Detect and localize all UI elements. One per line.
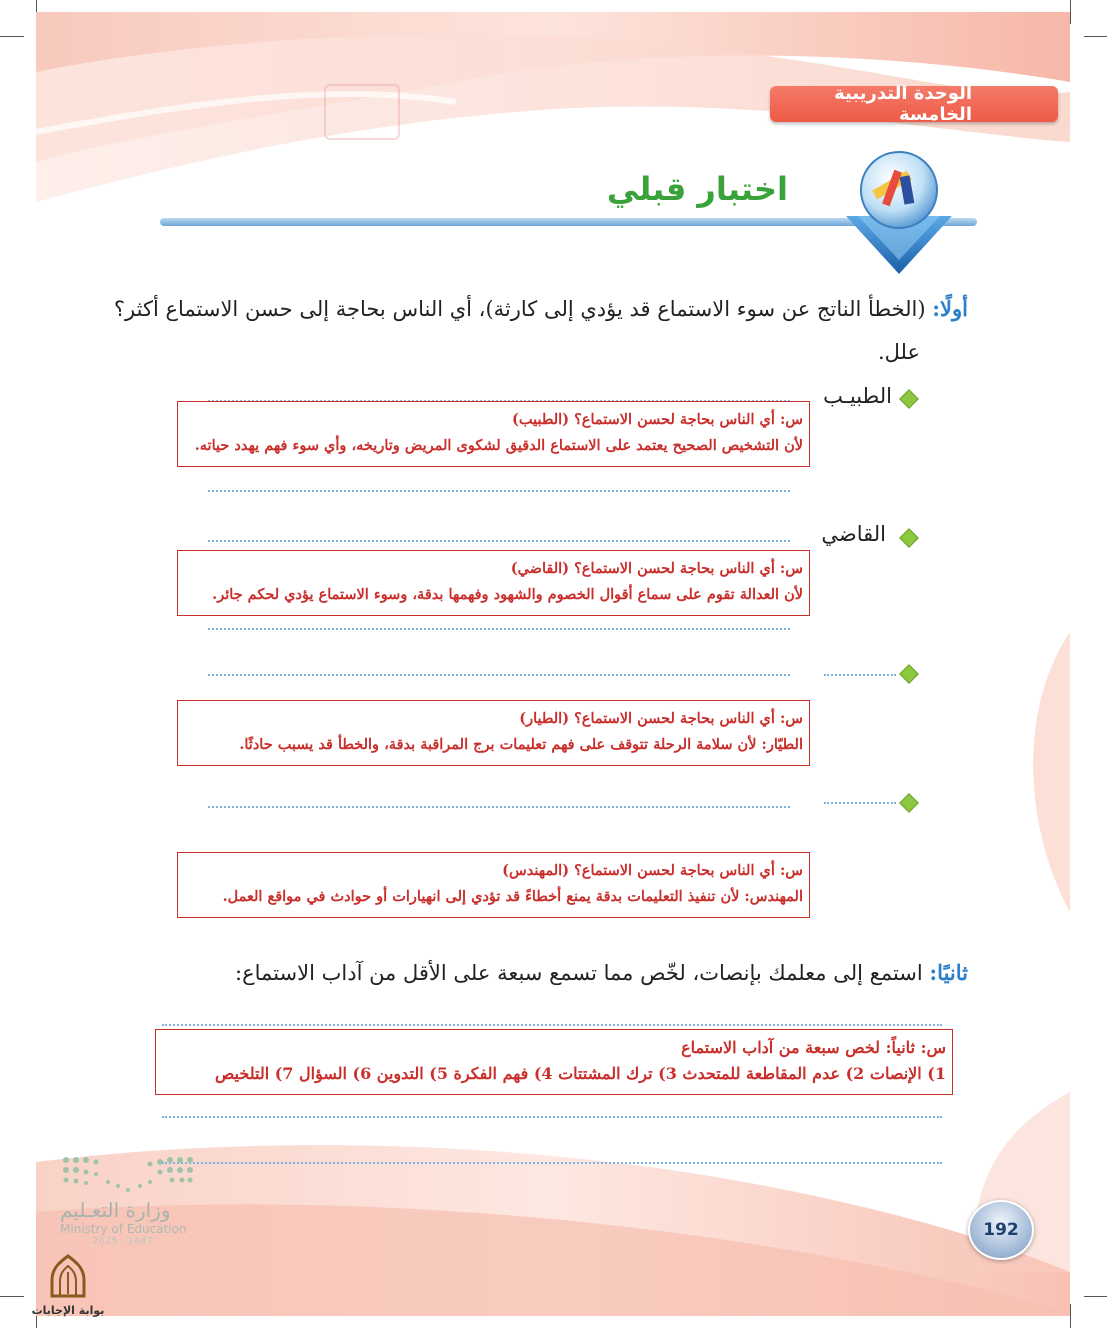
crop-mark	[1084, 36, 1107, 37]
answer-question: س: أي الناس بحاجة لحسن الاستماع؟ (الطيار)	[519, 710, 803, 727]
answer-box-judge	[177, 550, 810, 616]
ministry-name-ar: وزارة التعـليم	[60, 1198, 171, 1222]
item-label-doctor: الطبيـب	[823, 384, 892, 408]
ministry-logo	[60, 1152, 200, 1247]
crop-mark	[1084, 1296, 1107, 1297]
answer-line	[208, 674, 790, 676]
crop-mark	[1070, 0, 1071, 24]
answer-box-pilot	[177, 700, 810, 766]
answer-box-engineer	[177, 852, 810, 918]
question-1-text: (الخطأ الناتج عن سوء الاستماع قد يؤدي إلى كارثة)، أي الناس بحاجة إلى حسن الاستماع أكثر؟	[113, 297, 926, 321]
crop-mark	[1070, 1304, 1071, 1328]
item-label-judge: القاضي	[821, 522, 886, 546]
item-label-blank	[824, 674, 896, 676]
answer-question: س: أي الناس بحاجة لحسن الاستماع؟ (المهندس)	[502, 862, 803, 879]
item-label-blank	[824, 802, 896, 804]
answer-text: الطيّار: لأن سلامة الرحلة تتوقف على فهم تعليمات برج المراقبة بدقة، والخطأ قد يسبب حادثًا.	[239, 736, 803, 753]
answer-text: لأن التشخيص الصحيح يعتمد على الاستماع الدقيق لشكوى المريض وتاريخه، وأي سوء فهم يهدد حياته.	[194, 437, 803, 454]
answers-portal-logo	[30, 1254, 106, 1317]
answer-line	[208, 806, 790, 808]
page-number: 192	[983, 1220, 1019, 1240]
answer-box-listening-etiquette	[155, 1029, 953, 1095]
pencil-ruler-icon	[844, 150, 954, 274]
answer-line	[162, 1116, 942, 1118]
textbook-page	[36, 12, 1070, 1316]
crop-mark	[0, 36, 24, 37]
ministry-dots-icon	[60, 1152, 200, 1198]
answer-line	[162, 1162, 942, 1164]
answer-question: س: أي الناس بحاجة لحسن الاستماع؟ (الطبيب)	[512, 411, 803, 428]
mosque-lantern-icon	[48, 1254, 88, 1298]
question-1	[114, 296, 968, 321]
answer-text: المهندس: لأن تنفيذ التعليمات بدقة يمنع أخطاءً قد تؤدي إلى انهيارات أو حوادث في مواقع العمل.	[222, 888, 803, 905]
answer-question: س: ثانياً: لخص سبعة من آداب الاستماع	[681, 1038, 946, 1057]
watermark-logo	[324, 84, 400, 140]
answer-question: س: أي الناس بحاجة لحسن الاستماع؟ (القاضي)	[510, 560, 803, 577]
page-title: اختبار قبلي	[606, 170, 788, 208]
ministry-name-en: Ministry of Education	[60, 1222, 187, 1236]
answer-text: 1) الإنصات 2) عدم المقاطعة للمتحدث 3) ترك المشتتات 4) فهم الفكرة 5) التدوين 6) السؤال 7) التلخيص	[214, 1064, 946, 1083]
page-number-badge	[968, 1200, 1034, 1260]
portal-label: بوابة الإجابات	[31, 1304, 105, 1317]
question-2	[235, 960, 968, 985]
question-1-lead: أولًا:	[932, 296, 968, 321]
question-2-text: استمع إلى معلمك بإنصات، لخّص مما تسمع سبعة على الأقل من آداب الاستماع:	[235, 961, 923, 985]
answer-line	[208, 628, 790, 630]
question-2-lead: ثانيًا:	[929, 960, 968, 985]
answer-line	[162, 1024, 942, 1026]
answer-line	[208, 490, 790, 492]
answer-line	[208, 540, 790, 542]
question-1-instruction: علل.	[877, 340, 920, 364]
answer-text: لأن العدالة تقوم على سماع أقوال الخصوم والشهود وفهمها بدقة، وسوء الاستماع يؤدي لحكم جائر.	[212, 586, 803, 603]
answer-box-doctor	[177, 401, 810, 467]
edition-year: 2025 - 1447	[92, 1236, 153, 1247]
unit-banner	[770, 83, 1058, 125]
unit-banner-text: الوحدة التدريبية الخامسة	[834, 83, 972, 125]
crop-mark	[0, 1296, 24, 1297]
